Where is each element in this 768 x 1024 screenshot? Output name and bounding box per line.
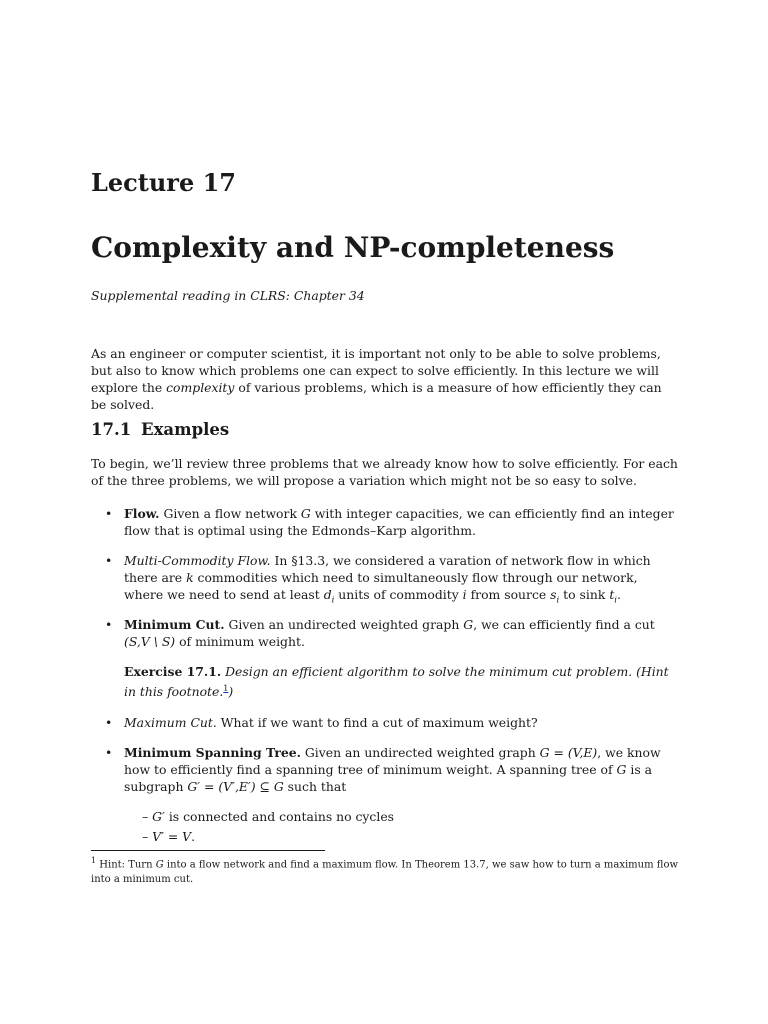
section-title: Examples: [141, 420, 230, 439]
bullet-icon: •: [105, 745, 113, 760]
footnote-divider: [91, 850, 325, 851]
item-label: Maximum Cut.: [124, 715, 217, 730]
supplemental-reading: Supplemental reading in CLRS: Chapter 34: [91, 288, 365, 303]
sub-list-item: – G′ is connected and contains no cycles: [142, 809, 395, 824]
list-item-flow: • Flow. Given a flow network G with integer capacities, we can efficiently find an integer flow that is optimal using the Edmonds–Karp algorithm.: [105, 506, 674, 538]
exercise-label: Exercise 17.1.: [124, 664, 222, 679]
section-intro-paragraph: To begin, we’ll review three problems that we already know how to solve efficiently. For each of the three problems, we will propose a variation which might not be so easy to solve.: [91, 456, 678, 488]
item-label: Minimum Spanning Tree.: [124, 745, 301, 760]
item-label: Flow.: [124, 506, 160, 521]
sub-list-item: – V′ = V.: [142, 829, 196, 844]
emphasis-complexity: complexity: [166, 380, 235, 395]
intro-paragraph: As an engineer or computer scientist, it is important not only to be able to solve problems, but also to know which problems one can expect to solve efficiently. In this lecture we will explore the complexity of various problems, which is a measure of how efficiently they can be solved.: [91, 346, 662, 412]
bullet-icon: •: [105, 617, 113, 632]
bullet-icon: •: [105, 506, 113, 521]
section-number: 17.1: [91, 420, 132, 439]
list-item-maximum-cut: • Maximum Cut. What if we want to find a cut of maximum weight?: [105, 715, 538, 730]
footnote: $^1$ Hint: Turn G into a flow network and find a maximum flow. In Theorem 13.7, we saw how to turn a maximum flow into a minimum cut.: [91, 856, 679, 886]
lecture-label: Lecture 17: [91, 168, 236, 197]
list-item-minimum-cut: • Minimum Cut. Given an undirected weighted graph G, we can efficiently find a cut (S,V \ S) of minimum weight.: [105, 617, 655, 649]
bullet-icon: •: [105, 715, 113, 730]
item-label: Minimum Cut.: [124, 617, 225, 632]
section-heading: [91, 420, 229, 439]
item-label: Multi-Commodity Flow.: [124, 553, 271, 568]
page-title: Complexity and NP-completeness: [91, 231, 615, 264]
list-item-multi-commodity-flow: • Multi-Commodity Flow. In §13.3, we considered a varation of network flow in which there are k commodities which need to simultaneously flow through our network, where we need to send at least $d_i$ units of commodity i from source $s_i$ to sink $t_i$.: [105, 553, 651, 606]
footnote-reference[interactable]: 1: [223, 684, 229, 693]
list-item-minimum-spanning-tree: • Minimum Spanning Tree. Given an undirected weighted graph G = (V,E), we know how to efficiently find a spanning tree of minimum weight. A spanning tree of G is a subgraph G′ = (V′,E′) ⊆ G such that: [105, 745, 661, 794]
bullet-icon: •: [105, 553, 113, 568]
footnote-mark: 1: [91, 856, 97, 865]
exercise-block: Exercise 17.1. Design an efficient algorithm to solve the minimum cut problem. (Hint in this footnote.$^1$): [124, 664, 669, 700]
